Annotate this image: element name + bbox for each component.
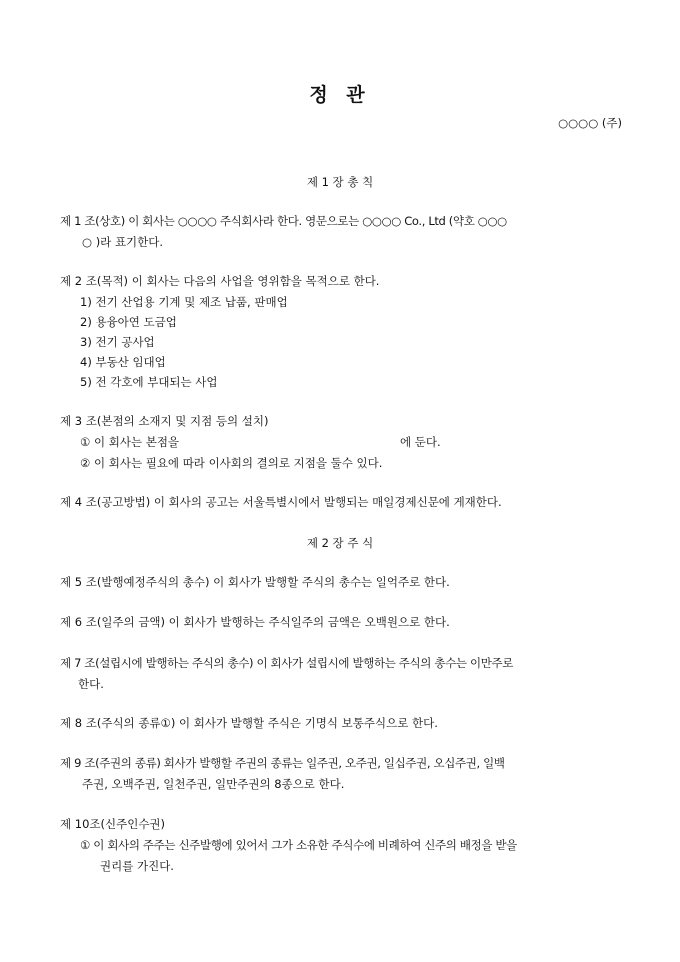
article-5-line: 제 5 조(발행예정주식의 총수) 이 회사가 발행할 주식의 총수는 일억주로 한다.	[60, 575, 450, 589]
article-3-item-1-start: ① 이 회사는 본점을	[80, 435, 180, 449]
article-2-item-5: 5) 전 각호에 부대되는 사업	[80, 375, 218, 389]
article-9-line-1: 제 9 조(주권의 종류) 회사가 발행할 주권의 종류는 일주권, 오주권, 일십주권, 오십주권, 일백	[60, 756, 505, 770]
article-2-item-4: 4) 부동산 임대업	[80, 355, 166, 369]
chapter-1-heading: 제 1 장 총 칙	[306, 175, 374, 189]
article-1-line-2: ○ )라 표기한다.	[82, 235, 164, 249]
article-3-item-2: ② 이 회사는 필요에 따라 이사회의 결의로 지점을 둘수 있다.	[80, 456, 383, 470]
article-10-item-1-line-2: 권리를 가진다.	[100, 859, 174, 873]
article-7-line-2: 한다.	[78, 677, 104, 691]
document-title: 정 관	[309, 84, 371, 106]
article-2-item-3: 3) 전기 공사업	[80, 335, 155, 349]
article-2-heading: 제 2 조(목적) 이 회사는 다음의 사업을 영위함을 목적으로 한다.	[60, 274, 380, 288]
article-6-line: 제 6 조(일주의 금액) 이 회사가 발행하는 주식일주의 금액은 오백원으로 한다.	[60, 615, 450, 629]
company-name: ○○○○ (주)	[558, 116, 622, 130]
article-10-item-1-line-1: ① 이 회사의 주주는 신주발행에 있어서 그가 소유한 주식수에 비례하여 신주의 배정을 받을	[80, 838, 517, 852]
article-7-line-1: 제 7 조(설립시에 발행하는 주식의 총수) 이 회사가 설립시에 발행하는 주식의 총수는 이만주로	[60, 656, 513, 670]
article-8-line: 제 8 조(주식의 종류①) 이 회사가 발행할 주식은 기명식 보통주식으로 한다.	[60, 716, 438, 730]
article-9-line-2: 주권, 오백주권, 일천주권, 일만주권의 8종으로 한다.	[82, 777, 345, 791]
article-1-line-1: 제 1 조(상호) 이 회사는 ○○○○ 주식회사라 한다. 영문으로는 ○○○○ Co., Ltd (약호 ○○○	[60, 214, 507, 228]
chapter-2-heading: 제 2 장 주 식	[306, 536, 374, 550]
article-10-heading: 제 10조(신주인수권)	[60, 817, 166, 831]
article-4-line: 제 4 조(공고방법) 이 회사의 공고는 서울특별시에서 발행되는 매일경제신문에 게재한다.	[60, 495, 502, 509]
article-2-item-1: 1) 전기 산업용 기계 및 제조 납품, 판매업	[80, 295, 288, 309]
article-2-item-2: 2) 용융아연 도금업	[80, 315, 177, 329]
article-3-heading: 제 3 조(본점의 소재지 및 지점 등의 설치)	[60, 414, 269, 428]
article-3-item-1-end: 에 둔다.	[400, 435, 441, 449]
